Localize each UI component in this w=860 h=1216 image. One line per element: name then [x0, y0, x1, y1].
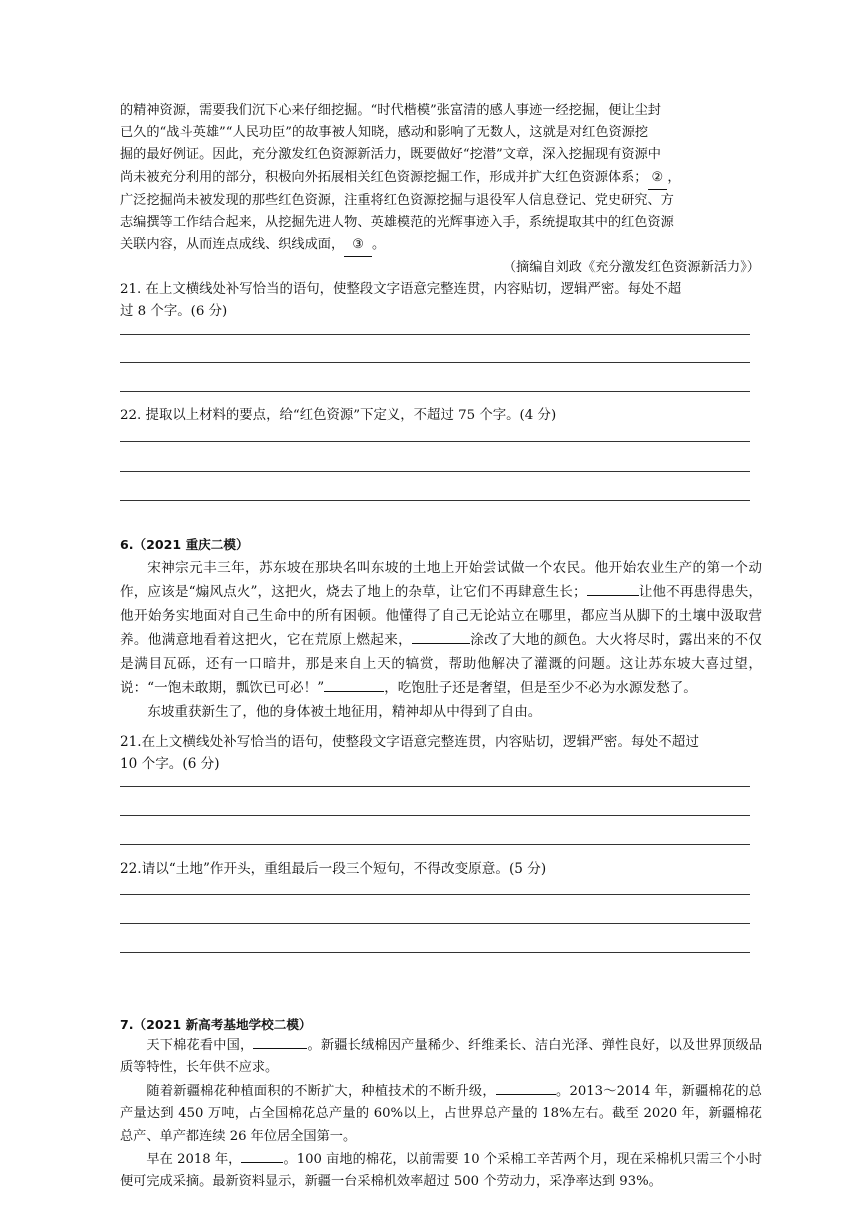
paragraph-text: 涂改了大地的颜色。大火将尽时，露出来的不仅是满目瓦砾，还有一口暗井，那是来自上天的犒赏，帮助他解决了灌溉的问题。这让苏东坡大喜过望，说：“一饱未敢期，瓢饮已可必！”: [120, 632, 762, 696]
question-text: 21.在上文横线处补写恰当的语句，使整段文字语意完整连贯，内容贴切，逻辑严密。每处不超过: [120, 734, 699, 750]
paragraph-text: 。2013～2014 年，新疆棉花的总产量达到 450 万吨，占全国棉花总产量的 60%以上，占世界总产量的 18%左右。截至 2020 年，新疆棉花总产、单产都连续 26 年位居全国第一。: [120, 1083, 762, 1144]
question-text: 10 个字。(6 分): [120, 756, 220, 772]
paragraph-cotton-3: [120, 1148, 762, 1194]
question-text: 22. 提取以上材料的要点，给“红色资源”下定义，不超过 75 个字。(4 分): [120, 408, 557, 423]
question-22-a: [120, 405, 762, 427]
answer-line[interactable]: [120, 844, 750, 845]
passage-text: 关联内容，从而连点成线、织线成面，: [120, 237, 345, 253]
section-title: 7.（2021 新高考基地学校二模）: [120, 1017, 312, 1032]
answer-line[interactable]: [120, 362, 750, 363]
paragraph-cotton-2: [120, 1080, 762, 1148]
section-7: [120, 1016, 762, 1194]
paragraph-text: 让他不再患得患失，他开始务实地面对自己生命中的所有困顿。他懂得了自己无论站立在哪里，都应当从脚下的土壤中汲取营养。他满意地看着这把火，它在荒原上燃起来，: [120, 584, 763, 648]
passage-line: 广泛挖掘尚未被发现的那些红色资源，注重将红色资源挖掘与退役军人信息登记、党史研究、方: [120, 192, 674, 208]
paragraph-text: 早在 2018 年，: [146, 1152, 242, 1168]
passage-line: 已久的“战斗英雄”“人民功臣”的故事被人知晓，感动和影响了无数人，这就是对红色资源挖: [120, 125, 649, 141]
paragraph-su-dongpo: [120, 556, 762, 700]
paragraph-text: 天下棉花看中国，: [146, 1038, 254, 1053]
passage-line: [120, 234, 762, 257]
passage-line: [120, 167, 762, 190]
section-title: 6.（2021 重庆二模）: [120, 537, 249, 552]
fill-blank[interactable]: [324, 677, 384, 692]
answer-line[interactable]: [120, 500, 750, 501]
answer-line[interactable]: [120, 952, 750, 953]
answer-line[interactable]: [120, 391, 750, 392]
answer-line[interactable]: [120, 334, 750, 335]
answer-line[interactable]: [120, 441, 750, 442]
paragraph-text: 随着新疆棉花种植面积的不断扩大，种植技术的不断升级，: [146, 1083, 496, 1099]
paragraph-text: 宋神宗元丰三年，苏东坡在那块名叫东坡的土地上开始尝试做一个农民。他开始农业生产的第一个动作，应该是“煽风点火”，这把火，烧去了地上的杂草，让它们不再肆意生长；: [120, 560, 762, 600]
passage-line: 志编撰等工作结合起来，从挖掘先进人物、英雄模范的光辉事迹入手，系统提取其中的红色资源: [120, 215, 674, 231]
passage-text: 尚未被充分利用的部分，积极向外拓展相关红色资源挖掘工作，形成并扩大红色资源体系；: [120, 169, 648, 185]
paragraph-text: 。新疆长绒棉因产量稀少、纤维柔长、洁白光泽、弹性良好，以及世界顶级品质等特性，长年供不应求。: [120, 1038, 763, 1076]
question-text: 21. 在上文横线处补写恰当的语句，使整段文字语意完整连贯，内容贴切，逻辑严密。每处不超: [120, 282, 682, 297]
question-text: 22.请以“土地”作开头，重组最后一段三个短句，不得改变原意。(5 分): [120, 861, 547, 877]
answer-line[interactable]: [120, 786, 750, 787]
question-21-a: [120, 279, 762, 323]
answer-line[interactable]: [120, 923, 750, 924]
fill-blank[interactable]: [412, 629, 470, 644]
passage-line: 掘的最好例证。因此，充分激发红色资源新活力，既要做好“挖潜”文章，深入挖掘现有资源中: [120, 147, 661, 163]
fill-blank[interactable]: [253, 1034, 307, 1049]
answer-line[interactable]: [120, 815, 750, 816]
punctuation: ，: [667, 169, 681, 185]
passage-line: 的精神资源，需要我们沉下心来仔细挖掘。“时代楷模”张富清的感人事迹一经挖掘，便让尘封: [120, 103, 661, 118]
paragraph-text: ，吃饱肚子还是奢望，但是至少不必为水源发愁了。: [384, 680, 697, 696]
question-22-b: [120, 858, 762, 880]
source-citation: （摘编自刘政《充分激发红色资源新活力》）: [502, 260, 760, 276]
fill-blank[interactable]: [241, 1148, 283, 1163]
fill-blank[interactable]: [587, 581, 639, 596]
fill-blank[interactable]: [496, 1080, 556, 1095]
section-6: [120, 536, 762, 724]
paragraph-cotton-1: [120, 1034, 762, 1080]
passage-red-resources: [120, 100, 762, 279]
paragraph-text: 东坡重获新生了，他的身体被土地征用，精神却从中得到了自由。: [147, 704, 542, 720]
blank-marker-2[interactable]: ②: [648, 167, 668, 190]
blank-marker-3[interactable]: ③: [344, 234, 372, 257]
paragraph-text: 。100 亩地的棉花，以前需要 10 个采棉工辛苦两个月，现在采棉机只需三个小时便可完成采摘。最新资料显示，新疆一台采棉机效率超过 500 个劳动力，采净率达到 93%。: [120, 1152, 762, 1190]
answer-line[interactable]: [120, 471, 750, 472]
question-text: 过 8 个字。(6 分): [120, 304, 228, 319]
answer-line[interactable]: [120, 894, 750, 895]
question-21-b: [120, 731, 762, 775]
punctuation: 。: [372, 237, 386, 253]
